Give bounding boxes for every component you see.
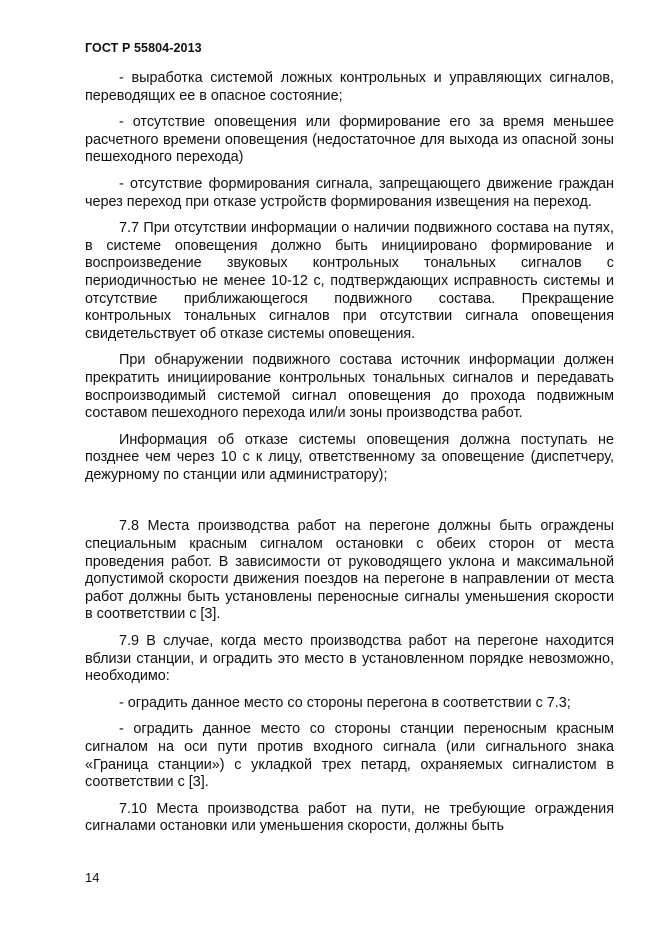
document-body — [85, 70, 614, 845]
paragraph-fence-haul-side: - оградить данное место со стороны перегона в соответствии с 7.3; — [119, 694, 571, 711]
paragraph-no-alert: - отсутствие оповещения или формирование его за время меньшее расчетного времени оповещения (недостаточное для выхода из опасной зоны пешеходного перехода) — [85, 114, 614, 166]
paragraph-no-prohibit-signal: - отсутствие формирования сигнала, запрещающего движение граждан через переход при отказе устройств формирования извещения на переход. — [85, 175, 614, 210]
paragraph-7-7: 7.7 При отсутствии информации о наличии подвижного состава на путях, в системе оповещения должно быть инициировано формирование и воспроизведение звуковых контрольных тональных сигналов с периодичностью не менее 10-12 с, подтверждающих исправность системы и отсутствие приближающегося подвижного состава. Прекращение контрольных тональных сигналов при отсутствии сигнала оповещения свидетельствует об отказе системы оповещения. — [85, 220, 614, 342]
paragraph-fence-station-side: - оградить данное место со стороны станции переносным красным сигналом на оси пути против входного сигнала (или сигнального знака «Граница станции») с укладкой трех петард, охраняемых сигналистом в соответствии с [3]. — [85, 721, 614, 791]
paragraph-7-8: 7.8 Места производства работ на перегоне должны быть ограждены специальным красным сигналом остановки с обеих сторон от места проведения работ. В зависимости от руководящего уклона и максимальной допустимой скорости движения поездов на перегоне в направлении от места работ должны быть установлены переносные сигналы уменьшения скорости в соответствии с [3]. — [85, 518, 614, 623]
paragraph-rolling-stock-detection: При обнаружении подвижного состава источник информации должен прекратить инициирование контрольных тональных сигналов и передавать воспроизводимый системой сигнал оповещения до прохода подвижным составом пешеходного перехода или/и зоны производства работ. — [85, 352, 614, 422]
standard-code-header: ГОСТ Р 55804-2013 — [85, 41, 202, 55]
page-number: 14 — [85, 870, 100, 885]
paragraph-7-10: 7.10 Места производства работ на пути, не требующие ограждения сигналами остановки или уменьшения скорости, должны быть — [85, 800, 614, 835]
paragraph-failure-info: Информация об отказе системы оповещения должна поступать не позднее чем через 10 с к лицу, ответственному за оповещение (диспетчеру, дежурному по станции или администратору); — [85, 431, 614, 483]
paragraph-7-9: 7.9 В случае, когда место производства работ на перегоне находится вблизи станции, и оградить это место в установленном порядке невозможно, необходимо: — [85, 633, 614, 685]
paragraph-false-signals: - выработка системой ложных контрольных и управляющих сигналов, переводящих ее в опасное состояние; — [85, 70, 614, 104]
